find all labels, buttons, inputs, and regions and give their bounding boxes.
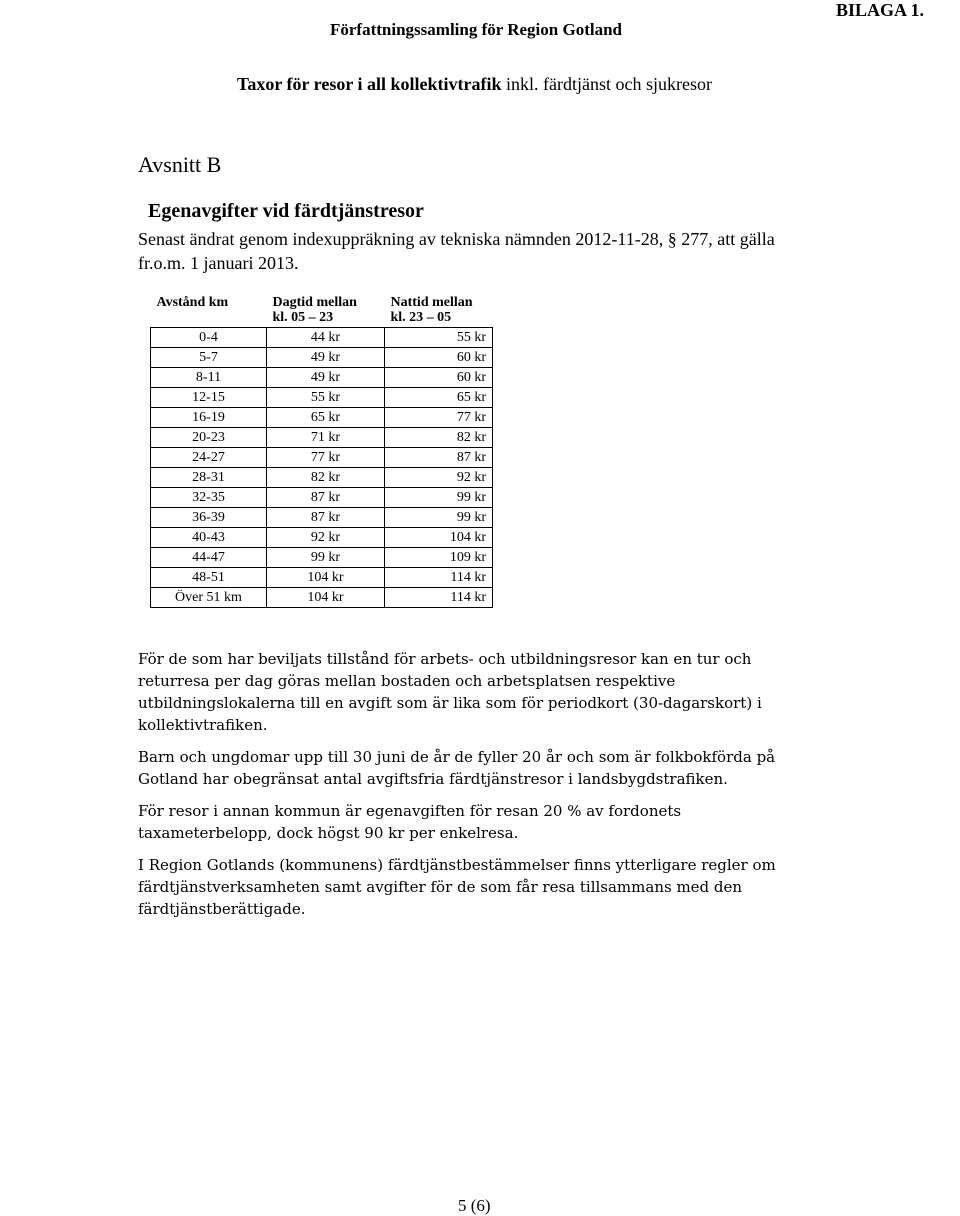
- daytime-fee-cell: 104 kr: [267, 567, 385, 587]
- nighttime-fee-cell: 99 kr: [385, 507, 493, 527]
- table-row: [151, 507, 493, 527]
- distance-cell: 28-31: [151, 467, 267, 487]
- table-row: [151, 567, 493, 587]
- header-daytime: [267, 293, 385, 327]
- nighttime-fee-cell: 65 kr: [385, 387, 493, 407]
- header-daytime-line2: kl. 05 – 23: [272, 310, 334, 325]
- distance-cell: 16-19: [151, 407, 267, 427]
- distance-cell: 24-27: [151, 447, 267, 467]
- distance-cell: 40-43: [151, 527, 267, 547]
- distance-cell: 0-4: [151, 327, 267, 347]
- nighttime-fee-cell: 87 kr: [385, 447, 493, 467]
- fee-table: [150, 293, 493, 608]
- table-row: [151, 367, 493, 387]
- daytime-fee-cell: 104 kr: [267, 587, 385, 607]
- table-row: [151, 447, 493, 467]
- nighttime-fee-cell: 114 kr: [385, 567, 493, 587]
- distance-cell: 36-39: [151, 507, 267, 527]
- daytime-fee-cell: 71 kr: [267, 427, 385, 447]
- distance-cell: 32-35: [151, 487, 267, 507]
- header-nighttime: [385, 293, 493, 327]
- distance-cell: Över 51 km: [151, 587, 267, 607]
- daytime-fee-cell: 49 kr: [267, 347, 385, 367]
- paragraph-work-study: För de som har beviljats tillstånd för arbets- och utbildningsresor kan en tur och returresa per dag göras mellan bostaden och arbetsplatsen respektive utbildningslokalerna till en avgift som är lika som för periodkort (30-dagarskort) i kollektivtrafiken.: [138, 650, 762, 734]
- daytime-fee-cell: 87 kr: [267, 487, 385, 507]
- appendix-label: BILAGA 1.: [836, 0, 925, 20]
- section-heading: Egenavgifter vid färdtjänstresor: [148, 200, 424, 222]
- daytime-fee-cell: 99 kr: [267, 547, 385, 567]
- table-row: [151, 527, 493, 547]
- daytime-fee-cell: 87 kr: [267, 507, 385, 527]
- daytime-fee-cell: 55 kr: [267, 387, 385, 407]
- nighttime-fee-cell: 104 kr: [385, 527, 493, 547]
- table-row: [151, 467, 493, 487]
- document-header-title: Författningssamling för Region Gotland: [330, 20, 623, 39]
- daytime-fee-cell: 44 kr: [267, 327, 385, 347]
- distance-cell: 48-51: [151, 567, 267, 587]
- page-number: 5 (6): [458, 1196, 491, 1215]
- fee-table-header-row: [151, 293, 493, 327]
- table-row: [151, 547, 493, 567]
- nighttime-fee-cell: 60 kr: [385, 347, 493, 367]
- daytime-fee-cell: 82 kr: [267, 467, 385, 487]
- header-nighttime-line2: kl. 23 – 05: [390, 310, 452, 325]
- nighttime-fee-cell: 109 kr: [385, 547, 493, 567]
- daytime-fee-cell: 77 kr: [267, 447, 385, 467]
- distance-cell: 44-47: [151, 547, 267, 567]
- header-nighttime-line1: Nattid mellan: [390, 295, 473, 310]
- header-distance: [151, 293, 267, 327]
- paragraph-regulations: I Region Gotlands (kommunens) färdtjänstbestämmelser finns ytterligare regler om färdtjänstverksamheten samt avgifter för de som får resa tillsammans med den färdtjänstberättigade.: [138, 856, 776, 918]
- table-row: [151, 327, 493, 347]
- daytime-fee-cell: 92 kr: [267, 527, 385, 547]
- paragraph-other-municipality: För resor i annan kommun är egenavgiften för resan 20 % av fordonets taxameterbelopp, dock högst 90 kr per enkelresa.: [138, 802, 682, 842]
- distance-cell: 8-11: [151, 367, 267, 387]
- fee-table-body: [151, 327, 493, 607]
- body-text: [138, 648, 808, 930]
- subtitle-rest: inkl. färdtjänst och sjukresor: [506, 74, 712, 94]
- intro-text: Senast ändrat genom indexuppräkning av tekniska nämnden 2012-11-28, § 277, att gälla fr.o.m. 1 januari 2013.: [138, 229, 775, 273]
- nighttime-fee-cell: 99 kr: [385, 487, 493, 507]
- distance-cell: 20-23: [151, 427, 267, 447]
- nighttime-fee-cell: 114 kr: [385, 587, 493, 607]
- table-row: [151, 587, 493, 607]
- subtitle-bold: Taxor för resor i all kollektivtrafik: [237, 74, 502, 94]
- distance-cell: 5-7: [151, 347, 267, 367]
- distance-cell: 12-15: [151, 387, 267, 407]
- table-row: [151, 407, 493, 427]
- nighttime-fee-cell: 60 kr: [385, 367, 493, 387]
- daytime-fee-cell: 65 kr: [267, 407, 385, 427]
- header-daytime-line1: Dagtid mellan: [272, 295, 357, 310]
- daytime-fee-cell: 49 kr: [267, 367, 385, 387]
- nighttime-fee-cell: 77 kr: [385, 407, 493, 427]
- nighttime-fee-cell: 55 kr: [385, 327, 493, 347]
- paragraph-youth: Barn och ungdomar upp till 30 juni de år de fyller 20 år och som är folkbokförda på Gotland har obegränsat antal avgiftsfria färdtjänstresor i landsbygdstrafiken.: [138, 748, 776, 788]
- nighttime-fee-cell: 92 kr: [385, 467, 493, 487]
- document-subtitle: [237, 74, 712, 95]
- table-row: [151, 427, 493, 447]
- section-title: Avsnitt B: [138, 152, 222, 177]
- table-row: [151, 487, 493, 507]
- nighttime-fee-cell: 82 kr: [385, 427, 493, 447]
- header-distance-label: Avstånd km: [156, 295, 229, 310]
- table-row: [151, 347, 493, 367]
- table-row: [151, 387, 493, 407]
